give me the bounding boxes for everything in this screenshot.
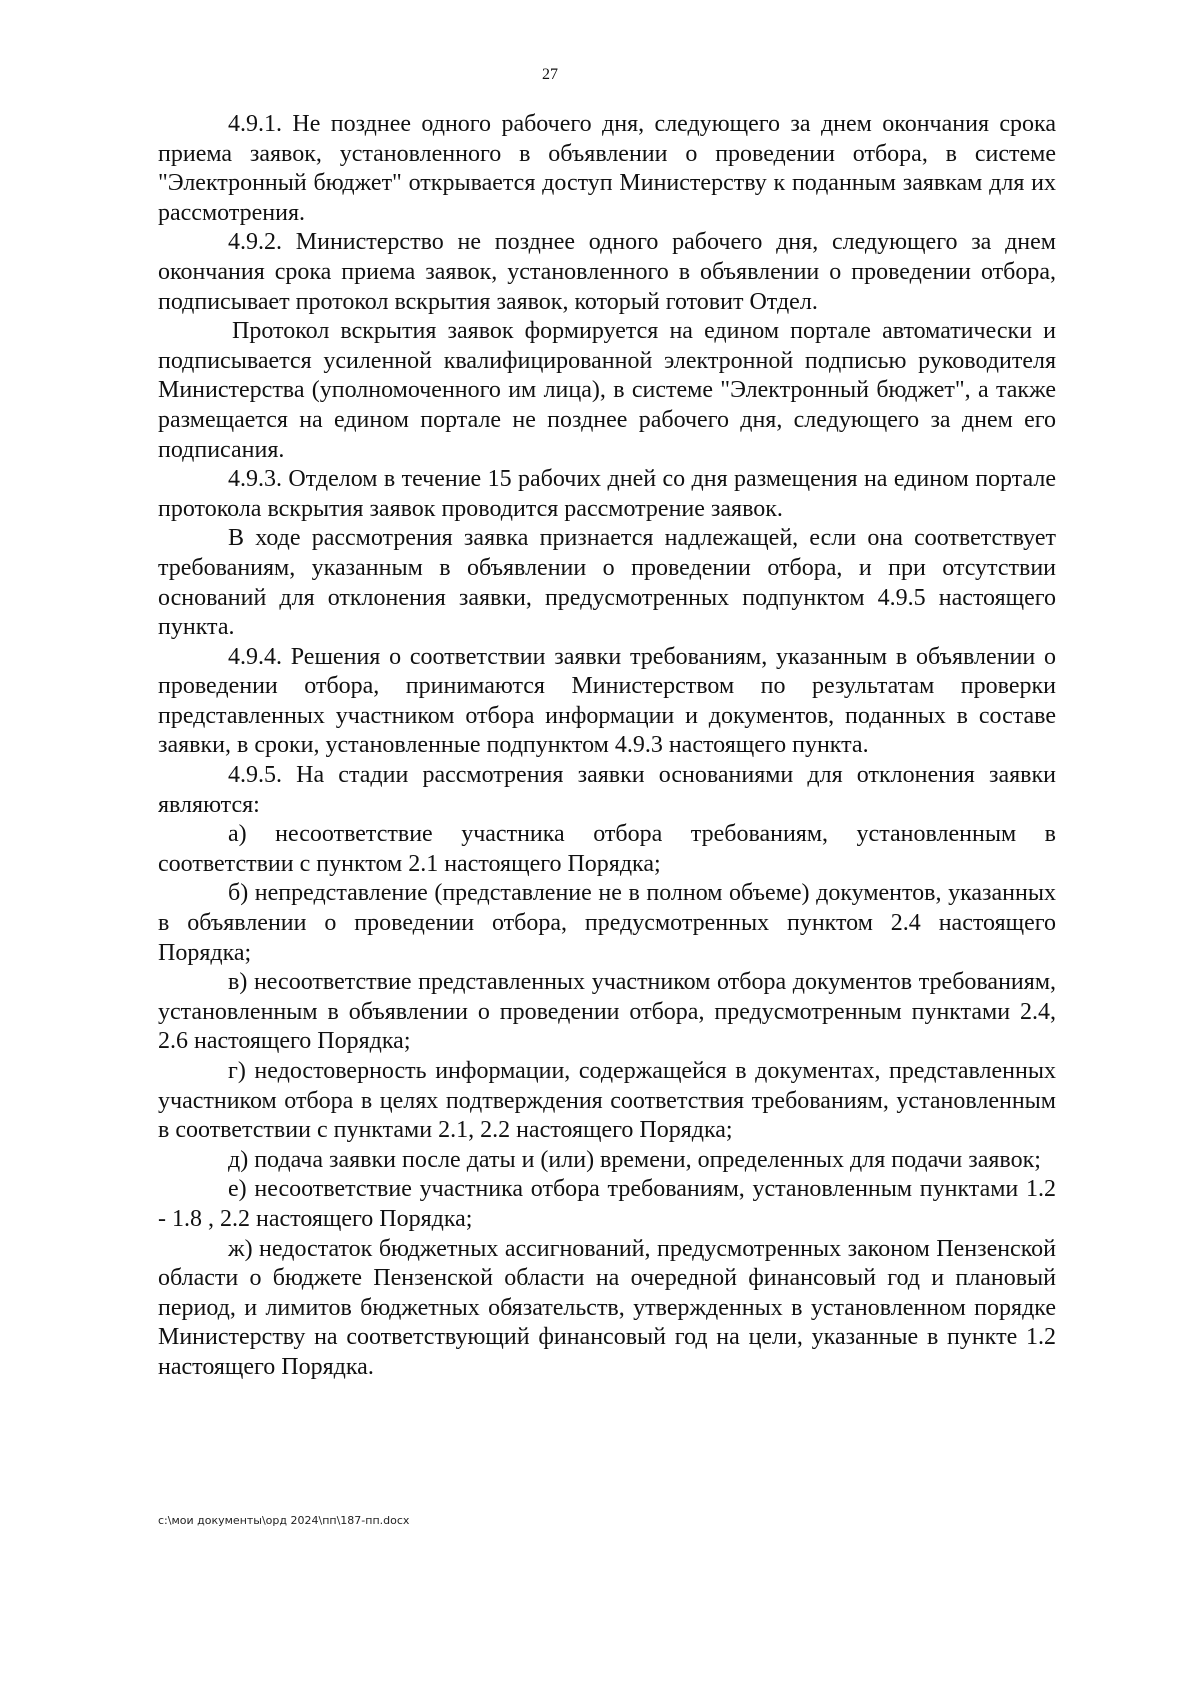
list-item-e: е) несоответствие участника отбора требованиям, установленным пунктами 1.2 - 1.8 , 2.2 настоящего Порядка; bbox=[158, 1176, 1056, 1232]
paragraph-4-9-3: 4.9.3. Отделом в течение 15 рабочих дней со дня размещения на едином портале протокола вскрытия заявок проводится рассмотрение заявок. bbox=[158, 466, 1056, 522]
list-item-b: б) непредставление (представление не в полном объеме) документов, указанных в объявлении о проведении отбора, предусмотренных пунктом 2.4 настоящего Порядка; bbox=[158, 880, 1056, 966]
paragraph-4-9-5: 4.9.5. На стадии рассмотрения заявки основаниями для отклонения заявки являются: bbox=[158, 762, 1056, 818]
list-item-g: г) недостоверность информации, содержащейся в документах, представленных участником отбора в целях подтверждения соответствия требованиям, установленным в соответствии с пунктами 2.1, 2.2 настоящего Порядка; bbox=[158, 1058, 1056, 1144]
footer-file-path: с:\мои документы\орд 2024\пп\187-пп.docx bbox=[158, 1514, 410, 1527]
paragraph-4-9-2: 4.9.2. Министерство не позднее одного рабочего дня, следующего за днем окончания срока приема заявок, установленного в объявлении о проведении отбора, подписывает протокол вскрытия заявок, который готовит Отдел. bbox=[158, 229, 1056, 315]
paragraph-protocol: Протокол вскрытия заявок формируется на едином портале автоматически и подписывается усиленной квалифицированной электронной подписью руководителя Министерства (уполномоченного им лица), в системе "Электронный бюджет", а также размещается на едином портале не позднее рабочего дня, следующего за днем его подписания. bbox=[158, 318, 1056, 463]
list-item-d: д) подача заявки после даты и (или) времени, определенных для подачи заявок; bbox=[228, 1146, 1041, 1173]
document-body bbox=[158, 110, 1056, 1383]
page-number: 27 bbox=[542, 66, 558, 83]
paragraph-4-9-1: 4.9.1. Не позднее одного рабочего дня, следующего за днем окончания срока приема заявок, установленного в объявлении о проведении отбора, в системе "Электронный бюджет" открывается доступ Министерству к поданным заявкам для их рассмотрения. bbox=[158, 111, 1056, 226]
list-item-v: в) несоответствие представленных участником отбора документов требованиям, установленным в объявлении о проведении отбора, предусмотренным пунктами 2.4, 2.6 настоящего Порядка; bbox=[158, 969, 1056, 1055]
list-item-a: а) несоответствие участника отбора требованиям, установленным в соответствии с пунктом 2.1 настоящего Порядка; bbox=[158, 821, 1056, 877]
paragraph-review: В ходе рассмотрения заявка признается надлежащей, если она соответствует требованиям, указанным в объявлении о проведении отбора, и при отсутствии оснований для отклонения заявки, предусмотренных подпунктом 4.9.5 настоящего пункта. bbox=[158, 525, 1056, 641]
paragraph-4-9-4: 4.9.4. Решения о соответствии заявки требованиям, указанным в объявлении о проведении отбора, принимаются Министерством по результатам проверки представленных участником отбора информации и документов, поданных в составе заявки, в сроки, установленные подпунктом 4.9.3 настоящего пункта. bbox=[158, 643, 1056, 759]
list-item-zh: ж) недостаток бюджетных ассигнований, предусмотренных законом Пензенской области о бюджете Пензенской области на очередной финансовый год и плановый период, и лимитов бюджетных обязательств, утвержденных в установленном порядке Министерству на соответствующий финансовый год на цели, указанные в пункте 1.2 настоящего Порядка. bbox=[158, 1235, 1056, 1380]
